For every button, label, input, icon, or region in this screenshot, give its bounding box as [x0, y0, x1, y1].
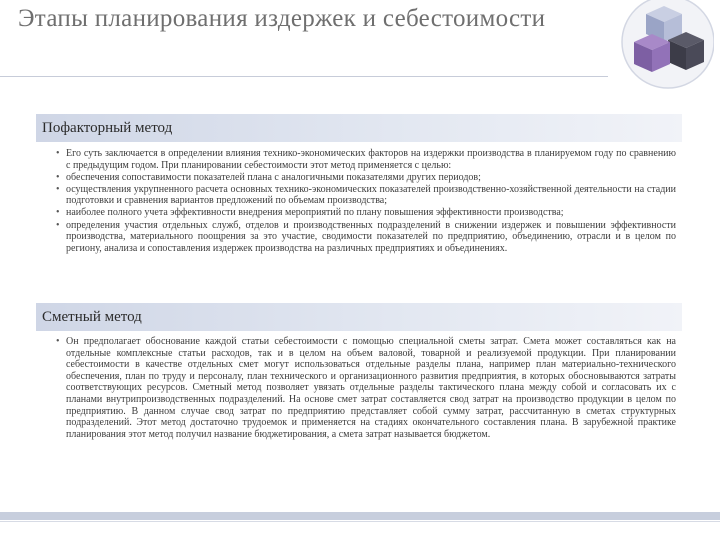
section-content-estimate-method [56, 336, 676, 441]
title-underline [0, 76, 608, 77]
section-header-factor-method: Пофакторный метод [36, 114, 682, 142]
slide-title: Этапы планирования издержек и себестоимости [18, 5, 546, 32]
list-item: • обеспечения сопоставимости показателей плана с аналогичными показателями других периодов; [56, 172, 676, 184]
footer-line [0, 521, 720, 522]
list-item: • осуществления укрупненного расчета основных технико-экономических показателей производственно-хозяйственной деятельности на стадии подготовки и сравнения вариантов предложений по объемам производства; [56, 184, 676, 207]
cubes-logo-icon [612, 0, 714, 92]
list-item: • Его суть заключается в определении влияния технико-экономических факторов на издержки производства в планируемом году по сравнению с предыдущим годом. При планировании себестоимости этот метод применяется с целью: [56, 148, 676, 171]
list-item: • определения участия отдельных служб, отделов и производственных подразделений в снижении издержек и повышении эффективности производства, материального поощрения за это участие, сводимости показателей по предприятию, объединению, отрасли и в целом по региону, анализа и сопоставления издержек производства на различных предприятиях и объединениях. [56, 220, 676, 255]
section-header-estimate-method: Сметный метод [36, 303, 682, 331]
section-content-factor-method [56, 148, 676, 255]
list-item: • наиболее полного учета эффективности внедрения мероприятий по плану повышения эффективности производства; [56, 207, 676, 219]
footer-bar [0, 512, 720, 520]
list-item: • Он предполагает обоснование каждой статьи себестоимости с помощью специальной сметы затрат. Смета может составляться как на отдельные комплексные статьи расходов, так и в целом на объем валовой, товарной и реализуемой продукции. При планировании себестоимости в качестве отдельных смет могут использоваться отдельные разделы плана, например план материально-технического обеспечения, план по труду и персоналу, план технического и организационного развития предприятия, в которых обосновываются затраты соответствующих ресурсов. Сметный метод позволяет увязать отдельные разделы тактического плана между собой и согласовать их с планами внутрипроизводственных подразделений. На основе смет затрат составляется свод затрат на производство продукции в целом по предприятию. В данном случае свод затрат по предприятию представляет собой сумму затрат, рассчитанную в сметах структурных подразделений. Этот метод достаточно трудоемок и применяется на стадиях окончательного составления плана. В зарубежной практике планирования этот метод получил название бюджетирования, а смета затрат называется бюджетом. [56, 336, 676, 440]
